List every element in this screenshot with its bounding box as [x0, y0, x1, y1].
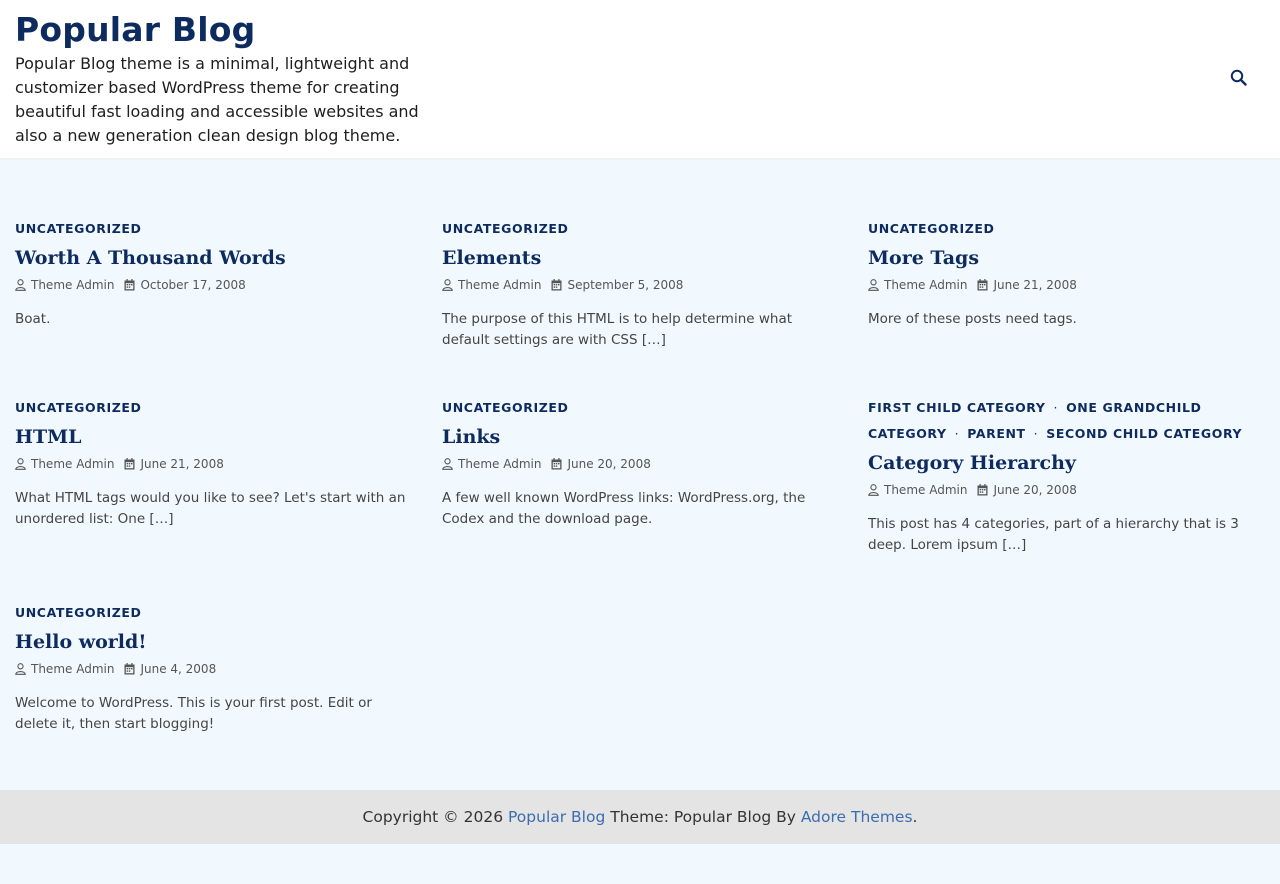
- user-icon: [868, 484, 879, 496]
- author-name: Theme Admin: [884, 483, 968, 497]
- category-link[interactable]: SECOND CHILD CATEGORY: [1046, 426, 1243, 441]
- post-excerpt: Boat.: [15, 311, 51, 327]
- category-separator: ·: [954, 426, 960, 441]
- date-text: October 17, 2008: [140, 278, 246, 292]
- post-date[interactable]: [551, 456, 650, 472]
- calendar-icon: [551, 279, 562, 291]
- author-name: Theme Admin: [31, 662, 115, 676]
- category-separator: ·: [1053, 400, 1059, 415]
- author-name: Theme Admin: [458, 278, 542, 292]
- post-excerpt: The purpose of this HTML is to help determine what default settings are with CSS […]: [442, 311, 793, 348]
- post-categories: [442, 395, 842, 421]
- post-categories: [15, 216, 415, 242]
- user-icon: [868, 279, 879, 291]
- post-title[interactable]: Worth A Thousand Words: [15, 247, 286, 269]
- post-categories: [15, 395, 415, 421]
- post-meta: [442, 456, 842, 472]
- search-icon[interactable]: [1229, 68, 1251, 90]
- theme-author-link[interactable]: Adore Themes: [800, 808, 913, 826]
- post-categories: [442, 216, 842, 242]
- date-text: June 20, 2008: [567, 457, 651, 471]
- post-meta: [15, 661, 415, 677]
- date-text: June 21, 2008: [993, 278, 1077, 292]
- author-name: Theme Admin: [31, 457, 115, 471]
- post-author[interactable]: [442, 277, 541, 293]
- category-link[interactable]: UNCATEGORIZED: [15, 605, 142, 620]
- author-name: Theme Admin: [884, 278, 968, 292]
- user-icon: [15, 458, 26, 470]
- calendar-icon: [977, 484, 988, 496]
- footer-site-link[interactable]: Popular Blog: [508, 808, 606, 826]
- post-author[interactable]: [442, 456, 541, 472]
- category-link[interactable]: UNCATEGORIZED: [442, 400, 569, 415]
- post-title[interactable]: Links: [442, 426, 501, 448]
- post-author[interactable]: [868, 277, 967, 293]
- post-title[interactable]: Category Hierarchy: [868, 452, 1076, 474]
- post-title[interactable]: Hello world!: [15, 631, 147, 653]
- post-date[interactable]: [551, 277, 683, 293]
- category-link[interactable]: ONE GRANDCHILD CATEGORY: [868, 400, 1202, 441]
- post-author[interactable]: [15, 661, 114, 677]
- post-card: [868, 395, 1268, 556]
- post-card: [15, 600, 415, 735]
- category-link[interactable]: FIRST CHILD CATEGORY: [868, 400, 1046, 415]
- user-icon: [442, 279, 453, 291]
- author-name: Theme Admin: [458, 457, 542, 471]
- post-date[interactable]: [977, 482, 1076, 498]
- post-card: [15, 395, 415, 530]
- category-link[interactable]: UNCATEGORIZED: [15, 400, 142, 415]
- post-title[interactable]: More Tags: [868, 247, 980, 269]
- site-footer: [0, 790, 1280, 844]
- post-card: [15, 216, 415, 330]
- post-meta: [868, 277, 1268, 293]
- post-excerpt: A few well known WordPress links: WordPress.org, the Codex and the download page.: [442, 490, 806, 527]
- date-text: June 4, 2008: [140, 662, 217, 676]
- post-date[interactable]: [124, 456, 223, 472]
- post-date[interactable]: [124, 277, 245, 293]
- post-card: [442, 395, 842, 530]
- category-separator: ·: [1033, 426, 1039, 441]
- site-description: Popular Blog theme is a minimal, lightweight and customizer based WordPress theme for creating beautiful fast loading and accessible websites and also a new generation clean design blog theme.: [15, 54, 419, 145]
- date-text: June 21, 2008: [140, 457, 224, 471]
- post-excerpt: This post has 4 categories, part of a hierarchy that is 3 deep. Lorem ipsum […]: [868, 516, 1239, 553]
- user-icon: [442, 458, 453, 470]
- site-title[interactable]: Popular Blog: [15, 10, 256, 49]
- calendar-icon: [124, 458, 135, 470]
- category-link[interactable]: UNCATEGORIZED: [442, 221, 569, 236]
- user-icon: [15, 663, 26, 675]
- post-author[interactable]: [15, 277, 114, 293]
- calendar-icon: [124, 663, 135, 675]
- footer-period: .: [912, 808, 918, 826]
- post-card: [442, 216, 842, 351]
- post-title[interactable]: Elements: [442, 247, 542, 269]
- theme-credit-text: Theme: Popular Blog By: [610, 808, 796, 826]
- site-header: [0, 0, 1280, 158]
- post-author[interactable]: [15, 456, 114, 472]
- date-text: September 5, 2008: [567, 278, 684, 292]
- category-link[interactable]: UNCATEGORIZED: [868, 221, 995, 236]
- category-link[interactable]: PARENT: [967, 426, 1026, 441]
- calendar-icon: [977, 279, 988, 291]
- post-categories: [15, 600, 415, 626]
- post-categories: [868, 395, 1268, 447]
- copyright-text: Copyright © 2026: [362, 808, 504, 826]
- author-name: Theme Admin: [31, 278, 115, 292]
- date-text: June 20, 2008: [993, 483, 1077, 497]
- calendar-icon: [551, 458, 562, 470]
- user-icon: [15, 279, 26, 291]
- post-meta: [15, 277, 415, 293]
- calendar-icon: [124, 279, 135, 291]
- post-excerpt: More of these posts need tags.: [868, 311, 1077, 327]
- post-meta: [442, 277, 842, 293]
- post-title[interactable]: HTML: [15, 426, 82, 448]
- post-date[interactable]: [124, 661, 216, 677]
- post-meta: [15, 456, 415, 472]
- post-excerpt: Welcome to WordPress. This is your first post. Edit or delete it, then start blogging!: [15, 695, 372, 732]
- post-meta: [868, 482, 1268, 498]
- post-excerpt: What HTML tags would you like to see? Let's start with an unordered list: One […]: [15, 490, 406, 527]
- post-author[interactable]: [868, 482, 967, 498]
- category-link[interactable]: UNCATEGORIZED: [15, 221, 142, 236]
- post-date[interactable]: [977, 277, 1076, 293]
- post-card: [868, 216, 1268, 330]
- post-categories: [868, 216, 1268, 242]
